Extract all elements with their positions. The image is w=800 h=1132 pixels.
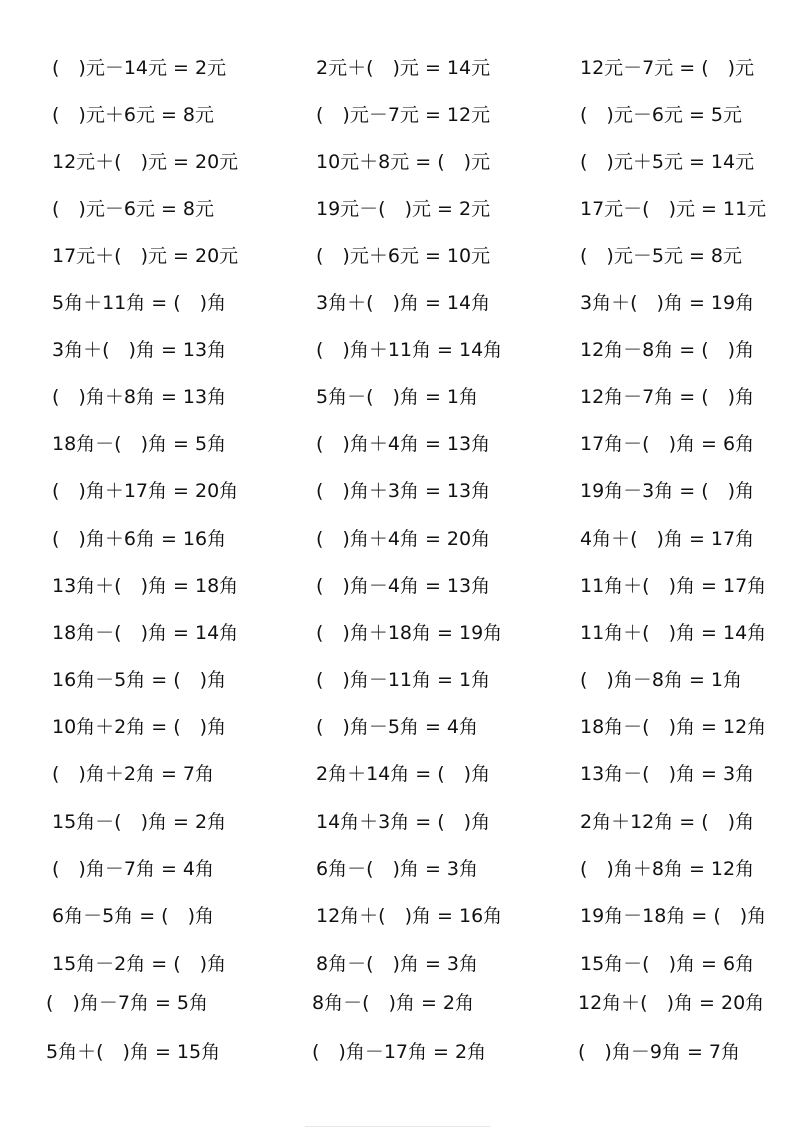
problem-cell: 8角－( )角 = 3角 xyxy=(316,953,479,975)
problem-cell: 17元－( )元 = 11元 xyxy=(580,198,767,220)
problem-cell: 12元＋( )元 = 20元 xyxy=(52,151,239,173)
problem-row xyxy=(0,615,800,651)
problem-row xyxy=(0,191,800,227)
problem-cell: ( )角＋8角 = 13角 xyxy=(52,386,227,408)
problem-cell: 5角＋( )角 = 15角 xyxy=(46,1041,221,1063)
problem-row xyxy=(0,50,800,86)
problem-cell: 19角－18角 = ( )角 xyxy=(580,905,767,927)
problem-cell: 16角－5角 = ( )角 xyxy=(52,669,227,691)
problem-cell: ( )角＋18角 = 19角 xyxy=(316,622,503,644)
problem-cell: 3角＋( )角 = 13角 xyxy=(52,339,227,361)
problem-cell: 2元＋( )元 = 14元 xyxy=(316,57,491,79)
problem-row xyxy=(0,756,800,792)
problem-row xyxy=(0,985,800,1021)
problem-cell: ( )角－9角 = 7角 xyxy=(578,1041,741,1063)
problem-cell: ( )角－5角 = 4角 xyxy=(316,716,479,738)
problem-cell: ( )角＋8角 = 12角 xyxy=(580,858,755,880)
problem-cell: ( )角－11角 = 1角 xyxy=(316,669,491,691)
problem-cell: 18角－( )角 = 5角 xyxy=(52,433,227,455)
problem-cell: ( )元＋6元 = 10元 xyxy=(316,245,491,267)
problem-cell: ( )角－7角 = 4角 xyxy=(52,858,215,880)
problem-row xyxy=(0,1034,800,1070)
problem-cell: ( )角＋4角 = 20角 xyxy=(316,528,491,550)
problem-row xyxy=(0,662,800,698)
problem-cell: 12角＋( )角 = 16角 xyxy=(316,905,503,927)
problem-row xyxy=(0,238,800,274)
problem-row xyxy=(0,851,800,887)
problem-cell: 12角＋( )角 = 20角 xyxy=(578,992,765,1014)
problem-cell: 11角＋( )角 = 17角 xyxy=(580,575,767,597)
problem-cell: ( )元＋6元 = 8元 xyxy=(52,104,215,126)
problem-cell: 3角＋( )角 = 14角 xyxy=(316,292,491,314)
page-divider xyxy=(305,1126,490,1127)
problem-cell: 3角＋( )角 = 19角 xyxy=(580,292,755,314)
problem-cell: ( )元－6元 = 8元 xyxy=(52,198,215,220)
problem-cell: 4角＋( )角 = 17角 xyxy=(580,528,755,550)
problem-cell: 5角－( )角 = 1角 xyxy=(316,386,479,408)
problem-cell: ( )角－4角 = 13角 xyxy=(316,575,491,597)
problem-row xyxy=(0,97,800,133)
problem-cell: ( )元－14元 = 2元 xyxy=(52,57,227,79)
problem-row xyxy=(0,473,800,509)
problem-cell: 14角＋3角 = ( )角 xyxy=(316,811,491,833)
problem-row xyxy=(0,144,800,180)
problem-cell: 5角＋11角 = ( )角 xyxy=(52,292,227,314)
problem-cell: 13角＋( )角 = 18角 xyxy=(52,575,239,597)
problem-cell: 15角－2角 = ( )角 xyxy=(52,953,227,975)
problem-cell: 15角－( )角 = 2角 xyxy=(52,811,227,833)
problem-cell: ( )角－7角 = 5角 xyxy=(46,992,209,1014)
problem-row xyxy=(0,332,800,368)
problem-row xyxy=(0,379,800,415)
problem-cell: 10元＋8元 = ( )元 xyxy=(316,151,491,173)
problem-cell: 8角－( )角 = 2角 xyxy=(312,992,475,1014)
problem-cell: 12角－8角 = ( )角 xyxy=(580,339,755,361)
problem-cell: ( )角＋4角 = 13角 xyxy=(316,433,491,455)
problem-cell: 19角－3角 = ( )角 xyxy=(580,480,755,502)
problem-cell: 18角－( )角 = 14角 xyxy=(52,622,239,644)
problem-row xyxy=(0,285,800,321)
problem-cell: 11角＋( )角 = 14角 xyxy=(580,622,767,644)
problem-cell: 10角＋2角 = ( )角 xyxy=(52,716,227,738)
problem-cell: 6角－5角 = ( )角 xyxy=(52,905,215,927)
problem-cell: ( )角－8角 = 1角 xyxy=(580,669,743,691)
problem-cell: 19元－( )元 = 2元 xyxy=(316,198,491,220)
problem-row xyxy=(0,426,800,462)
problem-cell: ( )角＋3角 = 13角 xyxy=(316,480,491,502)
problem-cell: ( )角－17角 = 2角 xyxy=(312,1041,487,1063)
problem-cell: ( )角＋6角 = 16角 xyxy=(52,528,227,550)
problem-row xyxy=(0,521,800,557)
problem-cell: 2角＋14角 = ( )角 xyxy=(316,763,491,785)
problem-cell: 12元－7元 = ( )元 xyxy=(580,57,755,79)
problem-row xyxy=(0,946,800,982)
problem-cell: ( )元－5元 = 8元 xyxy=(580,245,743,267)
problem-cell: 2角＋12角 = ( )角 xyxy=(580,811,755,833)
problem-cell: 6角－( )角 = 3角 xyxy=(316,858,479,880)
problem-cell: ( )元－6元 = 5元 xyxy=(580,104,743,126)
problem-cell: 18角－( )角 = 12角 xyxy=(580,716,767,738)
problem-cell: ( )元＋5元 = 14元 xyxy=(580,151,755,173)
problem-row xyxy=(0,804,800,840)
problem-cell: 17角－( )角 = 6角 xyxy=(580,433,755,455)
problem-row xyxy=(0,898,800,934)
problem-cell: ( )角＋2角 = 7角 xyxy=(52,763,215,785)
problem-cell: ( )元－7元 = 12元 xyxy=(316,104,491,126)
problem-cell: 12角－7角 = ( )角 xyxy=(580,386,755,408)
problem-cell: ( )角＋11角 = 14角 xyxy=(316,339,503,361)
problem-cell: ( )角＋17角 = 20角 xyxy=(52,480,239,502)
problem-row xyxy=(0,709,800,745)
problem-cell: 15角－( )角 = 6角 xyxy=(580,953,755,975)
problem-cell: 17元＋( )元 = 20元 xyxy=(52,245,239,267)
problem-cell: 13角－( )角 = 3角 xyxy=(580,763,755,785)
problem-row xyxy=(0,568,800,604)
